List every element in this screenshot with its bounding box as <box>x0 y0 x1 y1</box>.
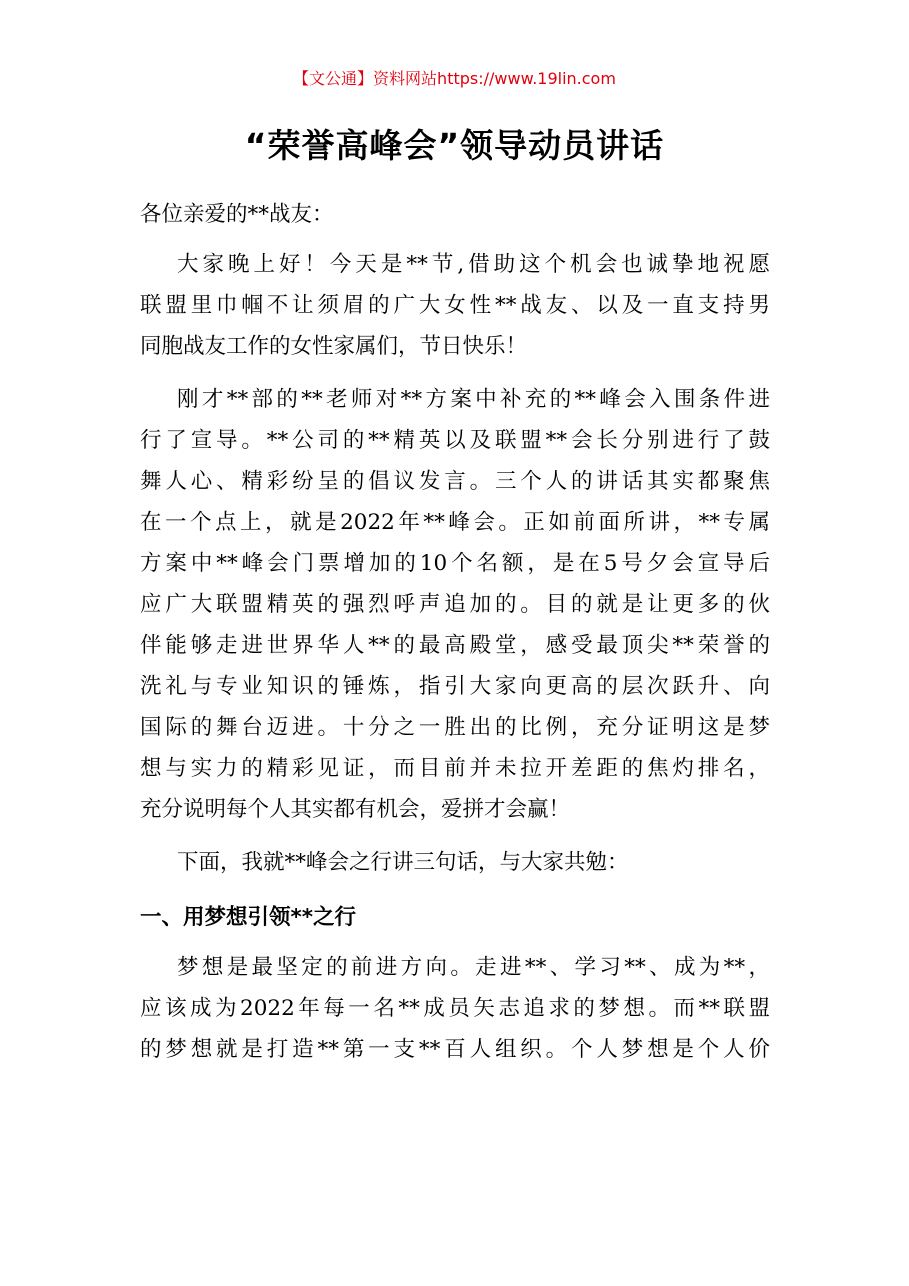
salutation: 各位亲爱的**战友： <box>140 202 334 227</box>
paragraph-line: 洗礼与专业知识的锤炼，指引大家向更高的层次跃升、向 <box>140 674 770 699</box>
paragraph-line: 舞人心、精彩纷呈的倡议发言。三个人的讲话其实都聚焦 <box>140 469 770 494</box>
paragraph-line: 大家晚上好！今天是**节,借助这个机会也诚挚地祝愿 <box>177 252 770 277</box>
paragraph-intro <box>140 842 770 883</box>
paragraph-greeting <box>140 244 770 367</box>
paragraph-section-one <box>140 947 770 1070</box>
paragraph-line: 梦想是最坚定的前进方向。走进**、学习**、成为**， <box>177 955 770 980</box>
paragraph-line: 联盟里巾帼不让须眉的广大女性**战友、以及一直支持男 <box>140 293 770 318</box>
paragraph-line: 刚才**部的**老师对**方案中补充的**峰会入围条件进 <box>177 387 770 412</box>
paragraph-line: 国际的舞台迈进。十分之一胜出的比例，充分证明这是梦 <box>140 715 770 740</box>
paragraph-line: 在一个点上，就是2022年**峰会。正如前面所讲，**专属 <box>140 510 770 535</box>
header-website-link[interactable]: 【文公通】资料网站https://www.19lin.com <box>293 69 616 88</box>
paragraph-line: 充分说明每个人其实都有机会，爱拼才会赢！ <box>140 797 571 822</box>
paragraph-line: 下面，我就**峰会之行讲三句话，与大家共勉： <box>177 850 629 875</box>
paragraph-line: 方案中**峰会门票增加的10个名额，是在5号夕会宣导后 <box>140 551 770 576</box>
paragraph-line: 行了宣导。**公司的**精英以及联盟**会长分别进行了鼓 <box>140 428 770 453</box>
paragraph-line: 想与实力的精彩见证，而目前并未拉开差距的焦灼排名， <box>140 756 770 781</box>
section-heading: 一、用梦想引领**之行 <box>140 905 356 930</box>
paragraph-summary <box>140 379 770 830</box>
paragraph-line: 应广大联盟精英的强烈呼声追加的。目的就是让更多的伙 <box>140 592 770 617</box>
paragraph-line: 同胞战友工作的女性家属们，节日快乐！ <box>140 334 528 359</box>
paragraph-line: 应该成为2022年每一名**成员矢志追求的梦想。而**联盟 <box>140 996 770 1021</box>
document-body <box>140 190 770 1082</box>
paragraph-line: 的梦想就是打造**第一支**百人组织。个人梦想是个人价 <box>140 1037 770 1062</box>
paragraph-line: 伴能够走进世界华人**的最高殿堂，感受最顶尖**荣誉的 <box>140 633 770 658</box>
document-title: “荣誉高峰会”领导动员讲话 <box>244 126 665 165</box>
